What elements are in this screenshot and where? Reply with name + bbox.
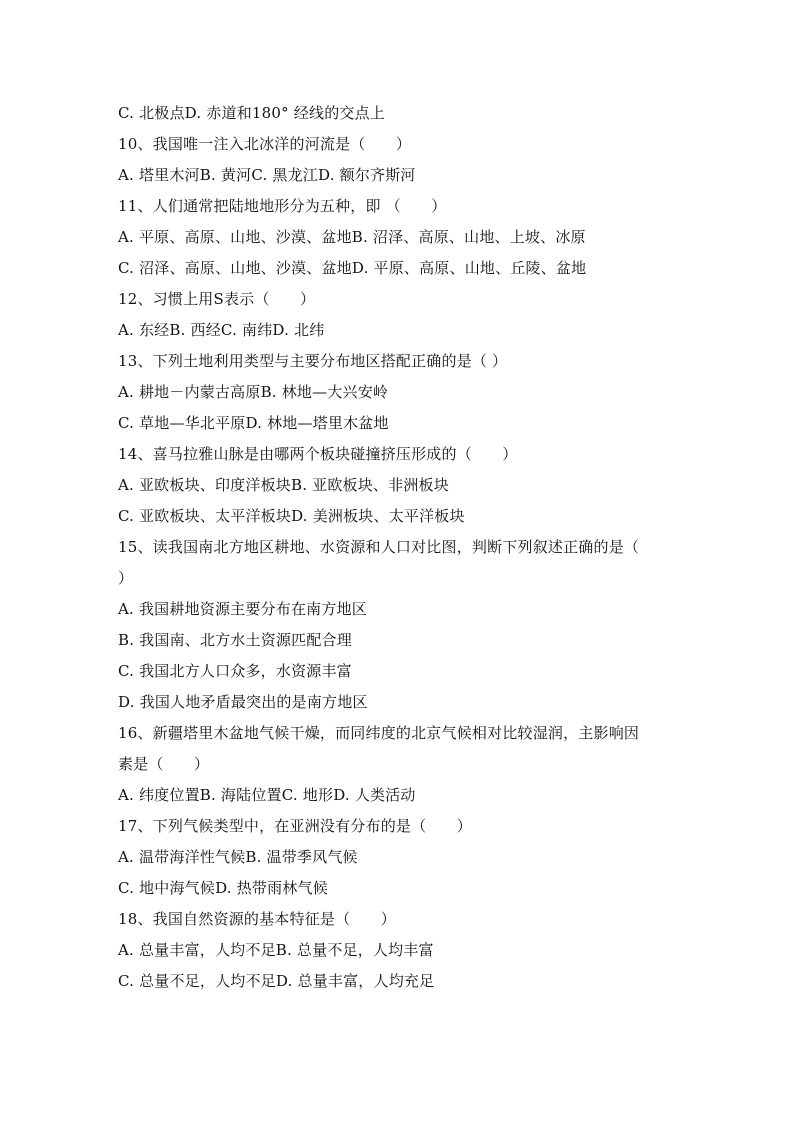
text-line: 11、人们通常把陆地地形分为五种，即 （ ） xyxy=(118,197,447,215)
text-line: C. 我国北方人口众多，水资源丰富 xyxy=(118,662,352,680)
text-line: A. 东经B. 西经C. 南纬D. 北纬 xyxy=(118,321,325,339)
text-line: C. 总量不足，人均不足D. 总量丰富，人均充足 xyxy=(118,972,435,990)
text-line: 素是（ ） xyxy=(118,755,210,773)
text-line: C. 亚欧板块、太平洋板块D. 美洲板块、太平洋板块 xyxy=(118,507,465,525)
text-line: A. 耕地－内蒙古高原B. 林地—大兴安岭 xyxy=(118,383,389,401)
text-line: A. 纬度位置B. 海陆位置C. 地形D. 人类活动 xyxy=(118,786,416,804)
text-line: 12、习惯上用S表示（ ） xyxy=(118,290,316,308)
text-line: A. 亚欧板块、印度洋板块B. 亚欧板块、非洲板块 xyxy=(118,476,449,494)
text-line: 18、我国自然资源的基本特征是（ ） xyxy=(118,910,396,928)
text-line: 10、我国唯一注入北冰洋的河流是（ ） xyxy=(118,135,412,153)
text-line: 13、下列土地利用类型与主要分布地区搭配正确的是（ ） xyxy=(118,352,508,370)
text-line: A. 总量丰富，人均不足B. 总量不足，人均丰富 xyxy=(118,941,434,959)
text-line: C. 北极点D. 赤道和180° 经线的交点上 xyxy=(118,104,386,122)
text-line: C. 沼泽、高原、山地、沙漠、盆地D. 平原、高原、山地、丘陵、盆地 xyxy=(118,259,587,277)
text-line: D. 我国人地矛盾最突出的是南方地区 xyxy=(118,693,368,711)
text-line: 17、下列气候类型中，在亚洲没有分布的是（ ） xyxy=(118,817,472,835)
text-line: 14、喜马拉雅山脉是由哪两个板块碰撞挤压形成的（ ） xyxy=(118,445,518,463)
text-line: C. 地中海气候D. 热带雨林气候 xyxy=(118,879,328,897)
text-line: A. 我国耕地资源主要分布在南方地区 xyxy=(118,600,367,618)
text-line: ） xyxy=(118,569,134,587)
text-line: C. 草地—华北平原D. 林地—塔里木盆地 xyxy=(118,414,389,432)
text-line: A. 温带海洋性气候B. 温带季风气候 xyxy=(118,848,358,866)
text-line: 16、新疆塔里木盆地气候干燥，而同纬度的北京气候相对比较湿润，主影响因 xyxy=(118,724,640,742)
text-line: A. 塔里木河B. 黄河C. 黑龙江D. 额尔齐斯河 xyxy=(118,166,416,184)
text-line: B. 我国南、北方水土资源匹配合理 xyxy=(118,631,352,649)
question-text-block xyxy=(118,99,678,998)
text-line: A. 平原、高原、山地、沙漠、盆地B. 沼泽、高原、山地、上坡、冰原 xyxy=(118,228,586,246)
text-line: 15、读我国南北方地区耕地、水资源和人口对比图，判断下列叙述正确的是（ xyxy=(118,538,640,556)
